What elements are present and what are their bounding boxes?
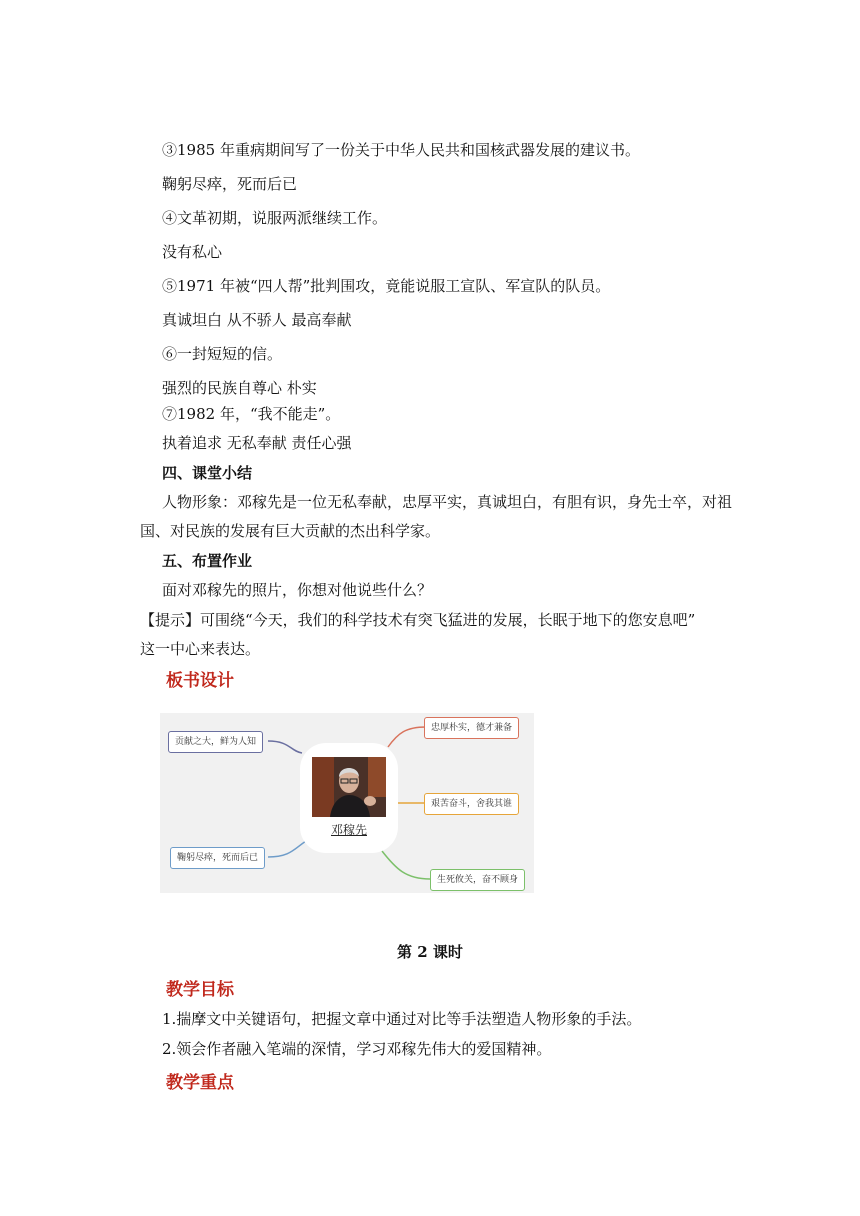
numbered-line-3: ③1985 年重病期间写了一份关于中华人民共和国核武器发展的建议书。 [162,141,640,159]
key-points-heading: 教学重点 [166,1073,234,1093]
mindmap-center-label: 邓稼先 [330,823,367,837]
section4-heading: 四、课堂小结 [162,464,253,482]
numbered-line-4: ④文革初期，说服两派继续工作。 [162,209,388,227]
section5-question: 面对邓稼先的照片，你想对他说些什么？ [162,581,433,599]
lesson2-title: 第 2 课时 [397,943,463,961]
connector-left-bottom [268,841,306,857]
numbered-line-6: ⑥一封短短的信。 [162,345,283,363]
node-right-bottom: 生死攸关，奋不顾身 [430,869,525,891]
connector-left-top [268,741,302,753]
portrait-photo [312,757,386,817]
board-design-heading: 板书设计 [166,671,234,691]
node-left-bottom: 鞠躬尽瘁，死而后已 [170,847,265,869]
node-right-middle: 艰苦奋斗，舍我其谁 [424,793,519,815]
node-right-top: 忠厚朴实，德才兼备 [424,717,519,739]
connector-right-top [388,727,426,747]
trait-line: 鞠躬尽瘁，死而后已 [162,175,298,193]
goal-item-2: 2.领会作者融入笔端的深情，学习邓稼先伟大的爱国精神。 [162,1040,552,1058]
numbered-line-5: ⑤1971 年被“四人帮”批判围攻，竟能说服工宣队、军宣队的队员。 [162,277,611,295]
section5-heading: 五、布置作业 [162,552,253,570]
trait-line: 没有私心 [162,243,223,261]
connector-right-bottom [382,851,430,879]
section5-hint-line1: 【提示】可围绕“今天，我们的科学技术有突飞猛进的发展，长眠于地下的您安息吧” [140,611,696,629]
node-left-top: 贡献之大，鲜为人知 [168,731,263,753]
section4-text-line1: 人物形象：邓稼先是一位无私奉献，忠厚平实，真诚坦白，有胆有识，身先士卒，对祖 [162,493,733,511]
goal-item-1: 1.揣摩文中关键语句，把握文章中通过对比等手法塑造人物形象的手法。 [162,1010,642,1028]
section4-text-line2: 国、对民族的发展有巨大贡献的杰出科学家。 [140,522,441,540]
trait-line: 执着追求 无私奉献 责任心强 [162,434,352,452]
mindmap-figure [160,713,534,893]
section5-hint-line2: 这一中心来表达。 [140,640,261,658]
goals-heading: 教学目标 [166,980,234,1000]
trait-line: 强烈的民族自尊心 朴实 [162,379,317,397]
trait-line: 真诚坦白 从不骄人 最高奉献 [162,311,352,329]
numbered-line-7: ⑦1982 年，“我不能走”。 [162,405,341,423]
